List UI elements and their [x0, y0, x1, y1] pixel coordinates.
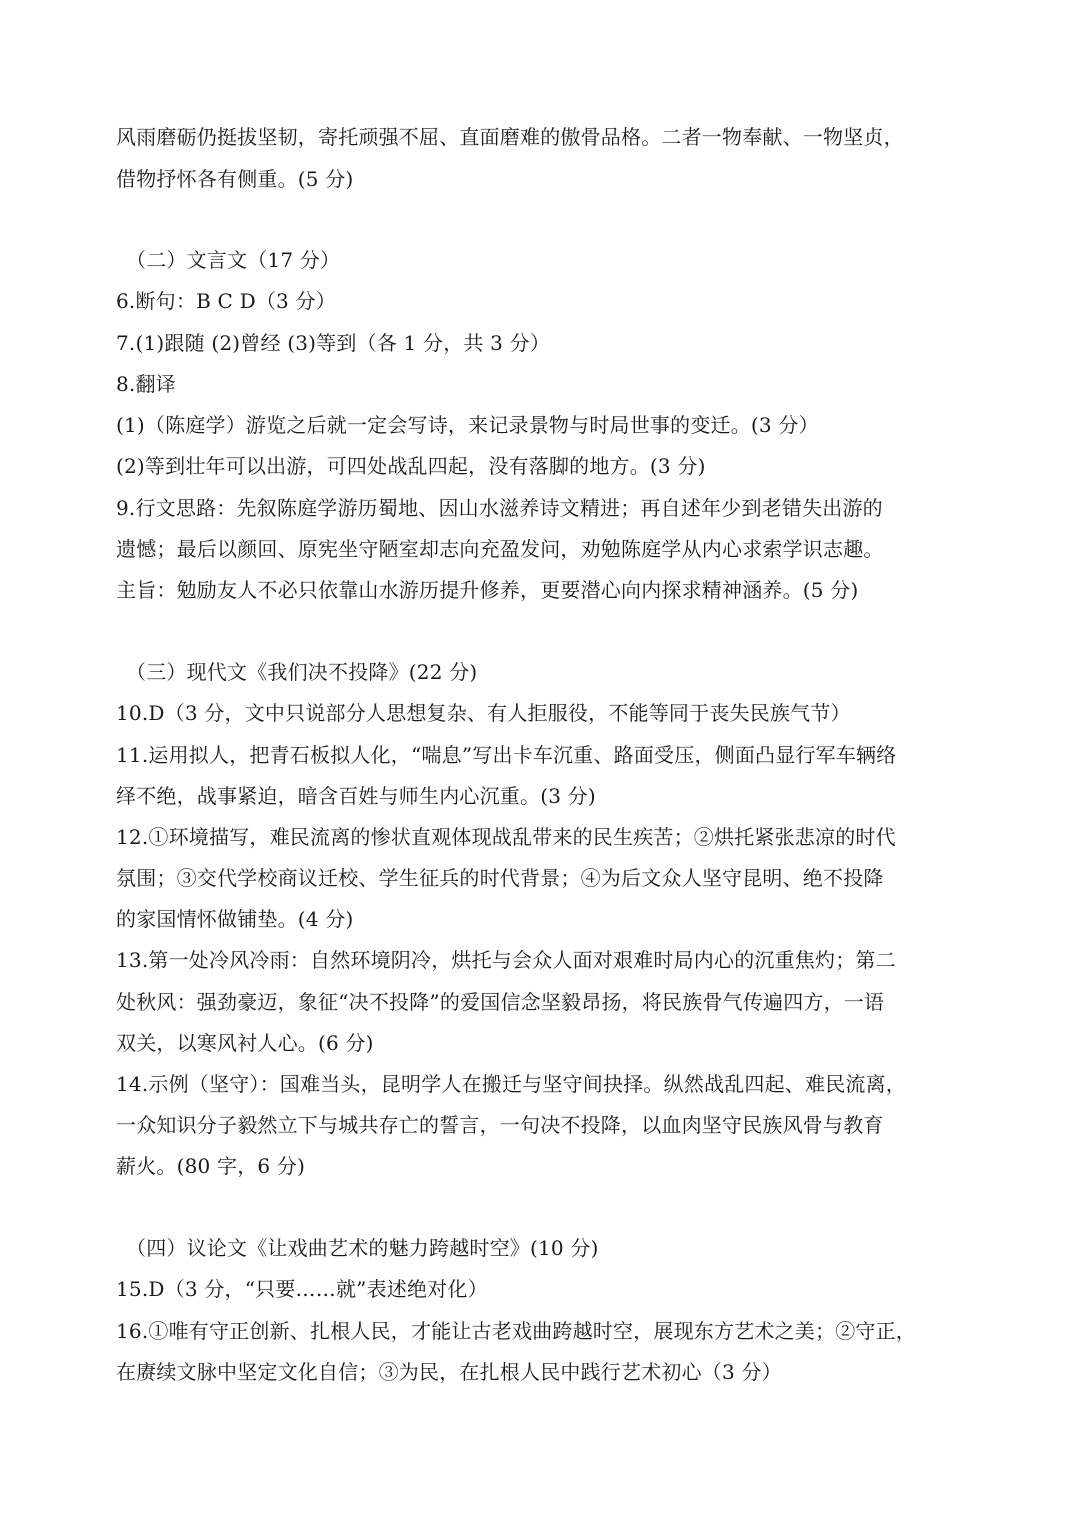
answer-8-label: 8.翻译 [116, 372, 176, 396]
text-line: 遗憾；最后以颜回、原宪坐守陋室却志向充盈发问，劝勉陈庭学从内心求索学识志趣。 [116, 537, 884, 561]
text-line: 一众知识分子毅然立下与城共存亡的誓言，一句决不投降，以血肉坚守民族风骨与教育 [116, 1113, 884, 1137]
answer-13: 13.第一处冷风冷雨：自然环境阴冷，烘托与会众人面对艰难时局内心的沉重焦灼；第二 [116, 948, 896, 972]
text-line: 的家国情怀做铺垫。(4 分) [116, 907, 354, 931]
answer-15: 15.D（3 分，“只要……就”表述绝对化） [116, 1277, 488, 1301]
answer-7: 7.(1)跟随 (2)曾经 (3)等到（各 1 分，共 3 分） [116, 331, 551, 355]
section-heading-modern-text: （三）现代文《我们决不投降》(22 分) [126, 660, 478, 684]
text-line: 薪火。(80 字，6 分) [116, 1154, 306, 1178]
text-line: 绎不绝，战事紧迫，暗含百姓与师生内心沉重。(3 分) [116, 784, 596, 808]
answer-11: 11.运用拟人，把青石板拟人化，“喘息”写出卡车沉重、路面受压，侧面凸显行军车辆络 [116, 743, 897, 767]
answer-10: 10.D（3 分，文中只说部分人思想复杂、有人拒服役，不能等同于丧失民族气节） [116, 701, 851, 725]
answer-16: 16.①唯有守正创新、扎根人民，才能让古老戏曲跨越时空，展现东方艺术之美；②守正， [116, 1319, 917, 1343]
answer-6: 6.断句：B C D（3 分） [116, 289, 336, 313]
text-line: 主旨：勉励友人不必只依靠山水游历提升修养，更要潜心向内探求精神涵养。(5 分) [116, 578, 859, 602]
answer-12: 12.①环境描写，难民流离的惨状直观体现战乱带来的民生疾苦；②烘托紧张悲凉的时代 [116, 825, 896, 849]
answer-14: 14.示例（坚守）：国难当头，昆明学人在搬迁与坚守间抉择。纵然战乱四起、难民流离， [116, 1072, 907, 1096]
text-line: 双关，以寒风衬人心。(6 分) [116, 1031, 374, 1055]
text-line: 氛围；③交代学校商议迁校、学生征兵的时代背景；④为后文众人坚守昆明、绝不投降 [116, 866, 884, 890]
section-heading-classical-chinese: （二）文言文（17 分） [126, 248, 341, 272]
section-heading-argumentative: （四）议论文《让戏曲艺术的魅力跨越时空》(10 分) [126, 1236, 599, 1260]
answer-9: 9.行文思路：先叙陈庭学游历蜀地、因山水滋养诗文精进；再自述年少到老错失出游的 [116, 496, 883, 520]
answer-8-2: (2)等到壮年可以出游，可四处战乱四起，没有落脚的地方。(3 分) [116, 454, 706, 478]
text-line: 处秋风：强劲豪迈，象征“决不投降”的爱国信念坚毅昂扬，将民族骨气传遍四方，一语 [116, 990, 885, 1014]
text-line: 借物抒怀各有侧重。(5 分) [116, 167, 354, 191]
answer-8-1: (1)（陈庭学）游览之后就一定会写诗，来记录景物与时局世事的变迁。(3 分） [116, 413, 819, 437]
text-line: 在赓续文脉中坚定文化自信；③为民，在扎根人民中践行艺术初心（3 分） [116, 1360, 782, 1384]
text-line: 风雨磨砺仍挺拔坚韧，寄托顽强不屈、直面磨难的傲骨品格。二者一物奉献、一物坚贞， [116, 125, 904, 149]
